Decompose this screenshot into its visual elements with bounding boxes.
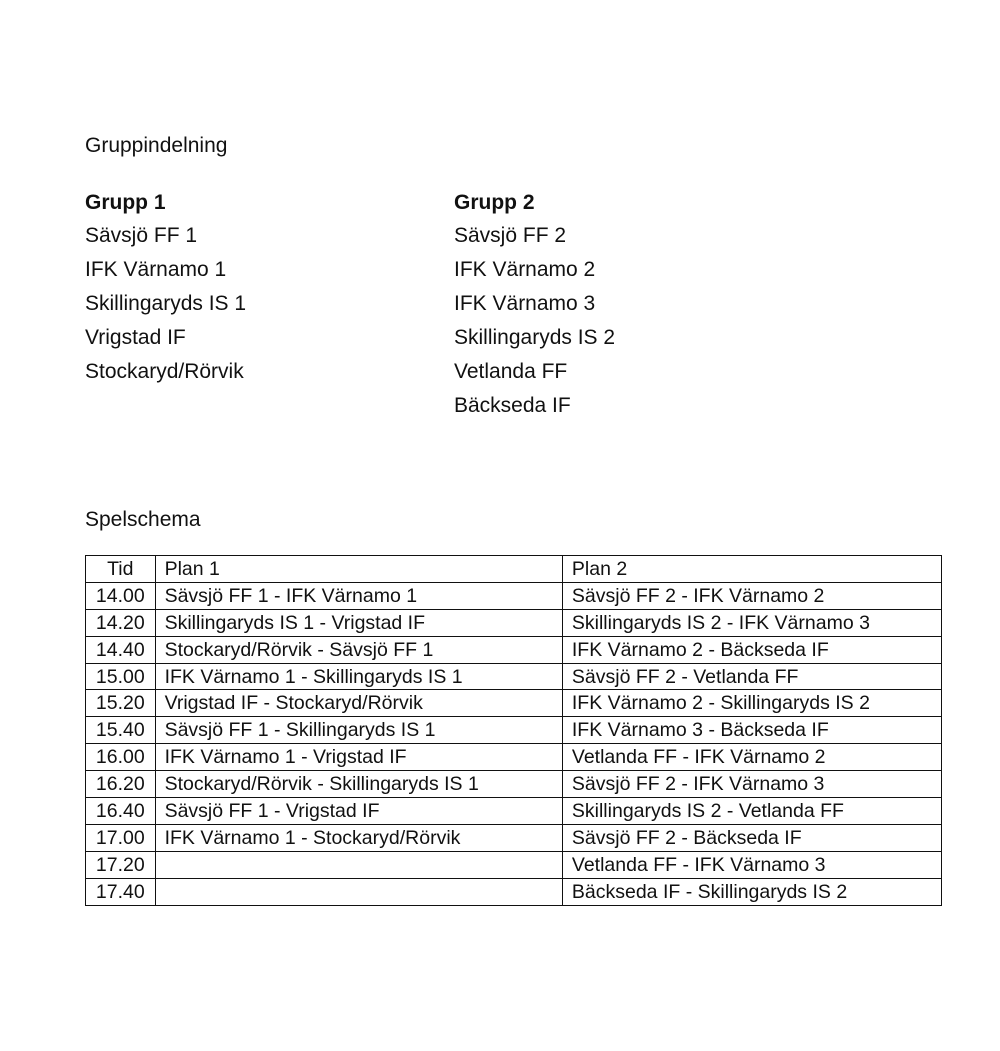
match-time: 15.00 <box>86 663 156 690</box>
column-header-plan-2: Plan 2 <box>562 556 941 583</box>
plan-1-match: Skillingaryds IS 1 - Vrigstad IF <box>155 609 562 636</box>
plan-1-match: IFK Värnamo 1 - Vrigstad IF <box>155 744 562 771</box>
plan-2-match: Sävsjö FF 2 - IFK Värnamo 3 <box>562 771 941 798</box>
team-name: Sävsjö FF 2 <box>454 224 567 247</box>
plan-2-match: IFK Värnamo 2 - Bäckseda IF <box>562 636 941 663</box>
team-name: IFK Värnamo 1 <box>85 258 227 281</box>
match-time: 17.00 <box>86 824 156 851</box>
plan-1-match: Sävsjö FF 1 - IFK Värnamo 1 <box>155 582 562 609</box>
team-name: Skillingaryds IS 1 <box>85 292 247 315</box>
table-row <box>86 878 942 905</box>
plan-2-match: Skillingaryds IS 2 - IFK Värnamo 3 <box>562 609 941 636</box>
table-row <box>86 851 942 878</box>
schedule-body <box>86 582 942 905</box>
match-time: 14.00 <box>86 582 156 609</box>
grouping-heading: Gruppindelning <box>85 134 228 157</box>
match-time: 14.20 <box>86 609 156 636</box>
schedule-heading: Spelschema <box>85 508 201 531</box>
match-time: 16.40 <box>86 798 156 825</box>
column-header-plan-1: Plan 1 <box>155 556 562 583</box>
plan-1-match: Vrigstad IF - Stockaryd/Rörvik <box>155 690 562 717</box>
table-row <box>86 798 942 825</box>
plan-1-match: Sävsjö FF 1 - Skillingaryds IS 1 <box>155 717 562 744</box>
plan-1-match: Stockaryd/Rörvik - Skillingaryds IS 1 <box>155 771 562 798</box>
column-header-tid: Tid <box>86 556 156 583</box>
team-name: IFK Värnamo 2 <box>454 258 596 281</box>
table-row <box>86 609 942 636</box>
match-time: 16.00 <box>86 744 156 771</box>
team-name: Sävsjö FF 1 <box>85 224 198 247</box>
plan-2-match: Sävsjö FF 2 - Vetlanda FF <box>562 663 941 690</box>
plan-2-match: Skillingaryds IS 2 - Vetlanda FF <box>562 798 941 825</box>
team-name: Vrigstad IF <box>85 326 186 349</box>
group-title: Grupp 2 <box>454 191 535 214</box>
match-time: 14.40 <box>86 636 156 663</box>
table-header-row <box>86 556 942 583</box>
plan-1-match <box>155 878 562 905</box>
match-time: 16.20 <box>86 771 156 798</box>
table-row <box>86 636 942 663</box>
table-row <box>86 663 942 690</box>
group-title: Grupp 1 <box>85 191 166 214</box>
table-row <box>86 824 942 851</box>
table-row <box>86 690 942 717</box>
team-name: Skillingaryds IS 2 <box>454 326 616 349</box>
table-row <box>86 744 942 771</box>
table-row <box>86 582 942 609</box>
plan-2-match: Bäckseda IF - Skillingaryds IS 2 <box>562 878 941 905</box>
team-name: Bäckseda IF <box>454 394 571 417</box>
plan-2-match: IFK Värnamo 2 - Skillingaryds IS 2 <box>562 690 941 717</box>
plan-1-match <box>155 851 562 878</box>
match-time: 15.20 <box>86 690 156 717</box>
plan-1-match: Sävsjö FF 1 - Vrigstad IF <box>155 798 562 825</box>
match-time: 15.40 <box>86 717 156 744</box>
table-row <box>86 717 942 744</box>
table-row <box>86 771 942 798</box>
plan-1-match: Stockaryd/Rörvik - Sävsjö FF 1 <box>155 636 562 663</box>
group-1 <box>85 190 246 393</box>
plan-2-match: Sävsjö FF 2 - Bäckseda IF <box>562 824 941 851</box>
plan-2-match: Vetlanda FF - IFK Värnamo 2 <box>562 744 941 771</box>
team-name: Stockaryd/Rörvik <box>85 360 244 383</box>
plan-1-match: IFK Värnamo 1 - Stockaryd/Rörvik <box>155 824 562 851</box>
plan-2-match: IFK Värnamo 3 - Bäckseda IF <box>562 717 941 744</box>
plan-1-match: IFK Värnamo 1 - Skillingaryds IS 1 <box>155 663 562 690</box>
group-2 <box>454 190 615 427</box>
match-time: 17.40 <box>86 878 156 905</box>
team-name: IFK Värnamo 3 <box>454 292 596 315</box>
team-name: Vetlanda FF <box>454 360 568 383</box>
plan-2-match: Sävsjö FF 2 - IFK Värnamo 2 <box>562 582 941 609</box>
plan-2-match: Vetlanda FF - IFK Värnamo 3 <box>562 851 941 878</box>
match-time: 17.20 <box>86 851 156 878</box>
schedule-table <box>85 555 942 906</box>
